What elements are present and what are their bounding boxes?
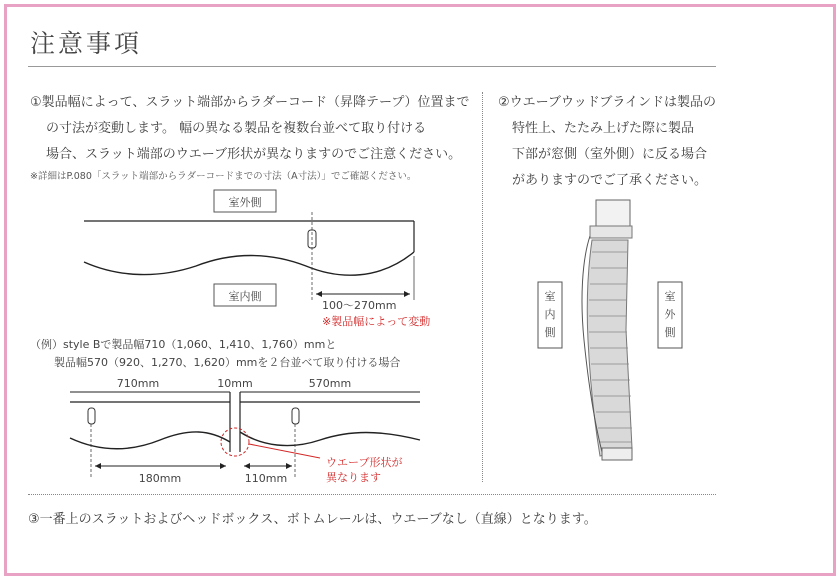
section2-line3: 下部が窓側（室外側）に反る場合 — [512, 147, 708, 162]
outside-label: 室外側 — [228, 196, 262, 209]
diagram1 — [84, 190, 430, 328]
arrow-left-icon — [316, 291, 322, 297]
outside-label-char2: 外 — [664, 308, 676, 321]
section1-line3: 場合、スラット端部のウエーブ形状が異なりますのでご注意ください。 — [46, 147, 462, 162]
arrow-right-icon — [404, 291, 410, 297]
dim-right-label: 110mm — [244, 472, 288, 485]
section1-line1: ①製品幅によって、スラット端部からラダーコード（昇降テープ）位置まで — [30, 95, 470, 110]
arrow-right-icon — [286, 463, 292, 469]
outside-label-char1: 室 — [664, 290, 676, 303]
inside-label-char1: 室 — [544, 290, 556, 303]
example-line2: 製品幅570（920、1,270、1,620）mmを２台並べて取り付ける場合 — [54, 356, 401, 369]
diagram3 — [538, 200, 682, 460]
inside-label-char2: 内 — [544, 308, 556, 321]
cord-hole-a — [88, 408, 95, 424]
arrow-right-icon — [220, 463, 226, 469]
wave-highlight — [221, 428, 249, 456]
arrow-left-icon — [95, 463, 101, 469]
section2-line1: ②ウエーブウッドブラインドは製品の — [498, 95, 716, 110]
section2-line4: がありますのでご了承ください。 — [512, 173, 708, 188]
inside-label: 室内側 — [228, 290, 262, 303]
page-title: 注意事項 — [30, 29, 143, 58]
section3-text: ③一番上のスラットおよびヘッドボックス、ボトムレールは、ウエーブなし（直線）となります。 — [28, 512, 597, 527]
bottom-rail — [602, 448, 632, 460]
example-line1: （例）style Bで製品幅710（1,060、1,410、1,760）mmと — [30, 338, 337, 351]
inside-label-char3: 側 — [544, 326, 556, 339]
range-note: ※製品幅によって変動 — [322, 315, 431, 328]
width-right-label: 570mm — [308, 377, 352, 390]
wave-note-line1: ウエーブ形状が — [326, 456, 403, 469]
diagram2 — [70, 377, 420, 485]
width-left-label: 710mm — [116, 377, 160, 390]
range-label: 100～270mm — [322, 299, 397, 312]
slat-wave — [84, 252, 414, 275]
dim-left-label: 180mm — [138, 472, 182, 485]
section1-line2: の寸法が変動します。 幅の異なる製品を複数台並べて取り付ける — [46, 121, 427, 136]
cord-hole-b — [292, 408, 299, 424]
arrow-left-icon — [244, 463, 250, 469]
section2-line2: 特性上、たたみ上げた際に製品 — [512, 121, 695, 136]
slat-a-wave — [70, 432, 230, 449]
gap-label: 10mm — [217, 377, 253, 390]
outside-label-char3: 側 — [664, 326, 676, 339]
section1-note: ※詳細はP.080「スラット端部からラダーコードまでの寸法（A寸法）」でご確認ください。 — [30, 171, 417, 182]
headbox — [596, 200, 630, 228]
wave-note-line2: 異なります — [326, 471, 381, 484]
headbox-bracket — [590, 226, 632, 238]
slat-b-wave — [240, 432, 420, 446]
